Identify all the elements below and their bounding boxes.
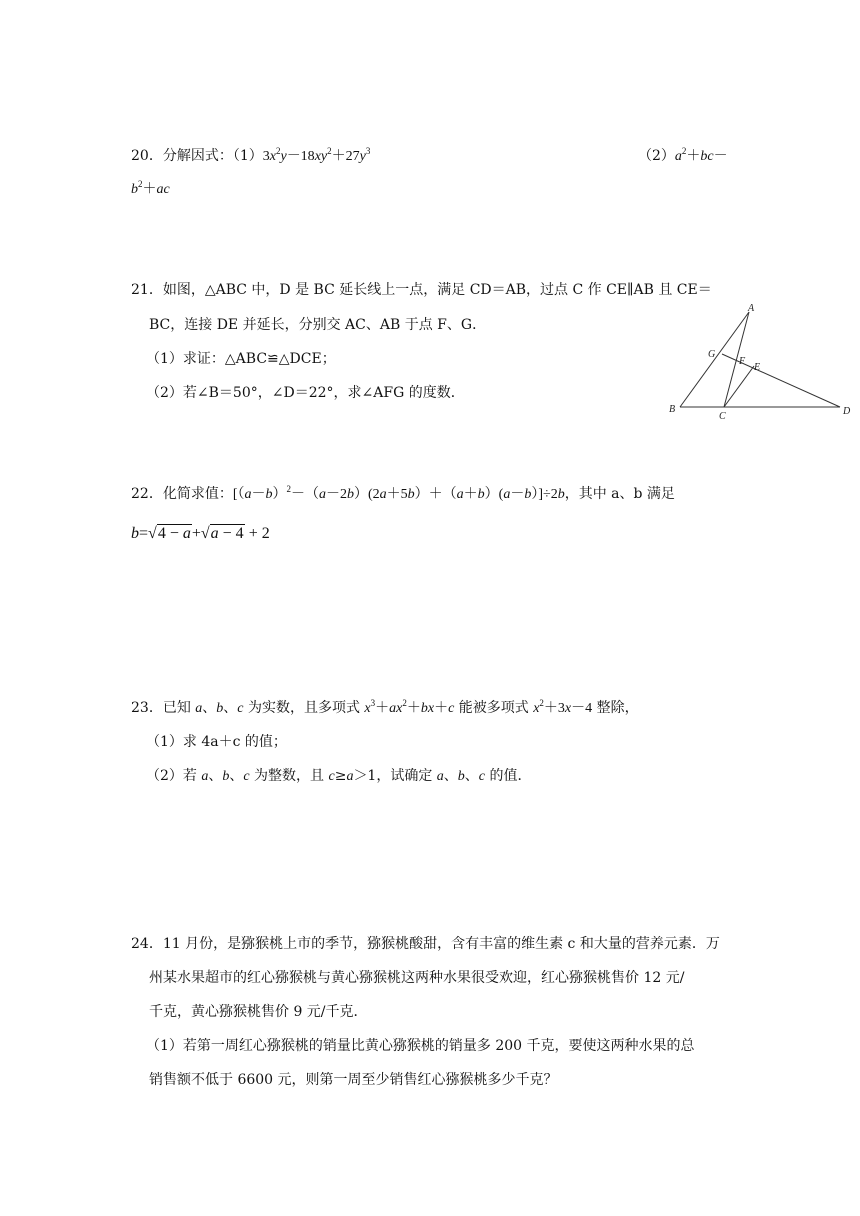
q21-geometry-figure: [666, 302, 856, 422]
q24-line4: （1）若第一周红心猕猴桃的销量比黄心猕猴桃的销量多 200 千克，要使这两种水果的总: [146, 1038, 695, 1054]
q23-number: 23．: [131, 700, 163, 716]
q20-part1-label: （1）: [232, 148, 263, 164]
q21-line2: BC，连接 DE 并延长，分别交 AC、AB 于点 F、G．: [149, 317, 487, 333]
q20-part1-expression: $3x^2y-18xy^2+27y^3$: [262, 146, 371, 164]
segment-ac: [724, 312, 749, 407]
q22-tail: ，其中 a、b 满足: [564, 486, 675, 502]
sqrt-a-minus-4: √a − 4: [200, 525, 244, 542]
q20-part2-label: （2）: [638, 148, 675, 164]
q22-line1: [131, 484, 675, 505]
q21-number: 21．: [131, 282, 163, 298]
label-c: C: [719, 411, 726, 422]
q20-part2-expression-a: $a^2+bc-$: [674, 146, 728, 164]
q24-line5: 销售额不低于 6600 元，则第一周至少销售红心猕猴桃多少千克？: [149, 1072, 558, 1088]
q20-part2: [638, 146, 728, 167]
q23-part2: （2）若 a、b、c 为整数，且 c≥a＞1，试确定 a、b、c 的值．: [146, 768, 532, 784]
q24-text1: 11 月份，是猕猴桃上市的季节，猕猴桃酸甜，含有丰富的维生素 c 和大量的营养元素．万: [162, 936, 720, 952]
q24-line1: [131, 934, 720, 954]
q21-part1: （1）求证：△ABC≌△DCE；: [146, 351, 336, 367]
segment-ce: [724, 366, 754, 407]
label-f: F: [739, 356, 746, 367]
q21-line1: [131, 280, 712, 300]
label-g: G: [708, 349, 716, 360]
q22-lead: 化简求值：: [162, 486, 233, 502]
sqrt-4-minus-a: √4 − a: [148, 525, 191, 542]
label-b: B: [669, 404, 676, 415]
q24-line3: 千克，黄心猕猴桃售价 9 元/千克．: [149, 1004, 368, 1020]
q22-condition: b=√4 − a+√a − 4 + 2: [131, 525, 270, 542]
q24-number: 24．: [131, 936, 163, 952]
q23-line1: 23．已知 a、b、c 为实数，且多项式 $x^3+ax^2+bx+c$ 能被多项式 $x^2+3x-4$ 整除，: [131, 698, 639, 716]
q22-number: 22．: [131, 486, 163, 502]
q20-number: 20．: [131, 148, 163, 164]
q22-expression: $[(a-b)^2-(a-2b)(2a+5b)+(a+b)(a-b)]\div 2b$: [232, 484, 565, 502]
q23-part1: （1）求 4a＋c 的值；: [146, 734, 287, 750]
q21-text1: 如图，△ABC 中，D 是 BC 延长线上一点，满足 CD＝AB，过点 C 作 CE∥AB 且 CE＝: [162, 282, 712, 298]
label-d: D: [843, 406, 851, 417]
q21-part2: （2）若∠B＝50°，∠D＝22°，求∠AFG 的度数．: [146, 385, 465, 401]
label-e: E: [754, 362, 761, 373]
label-a: A: [748, 303, 755, 314]
q24-line2: 州某水果超市的红心猕猴桃与黄心猕猴桃这两种水果很受欢迎，红心猕猴桃售价 12 元/: [149, 970, 685, 986]
q20-lead: 分解因式：: [162, 148, 233, 164]
q20-line1: [131, 146, 370, 167]
q20-part2-expression-b: $b^2+ac$: [131, 179, 170, 197]
